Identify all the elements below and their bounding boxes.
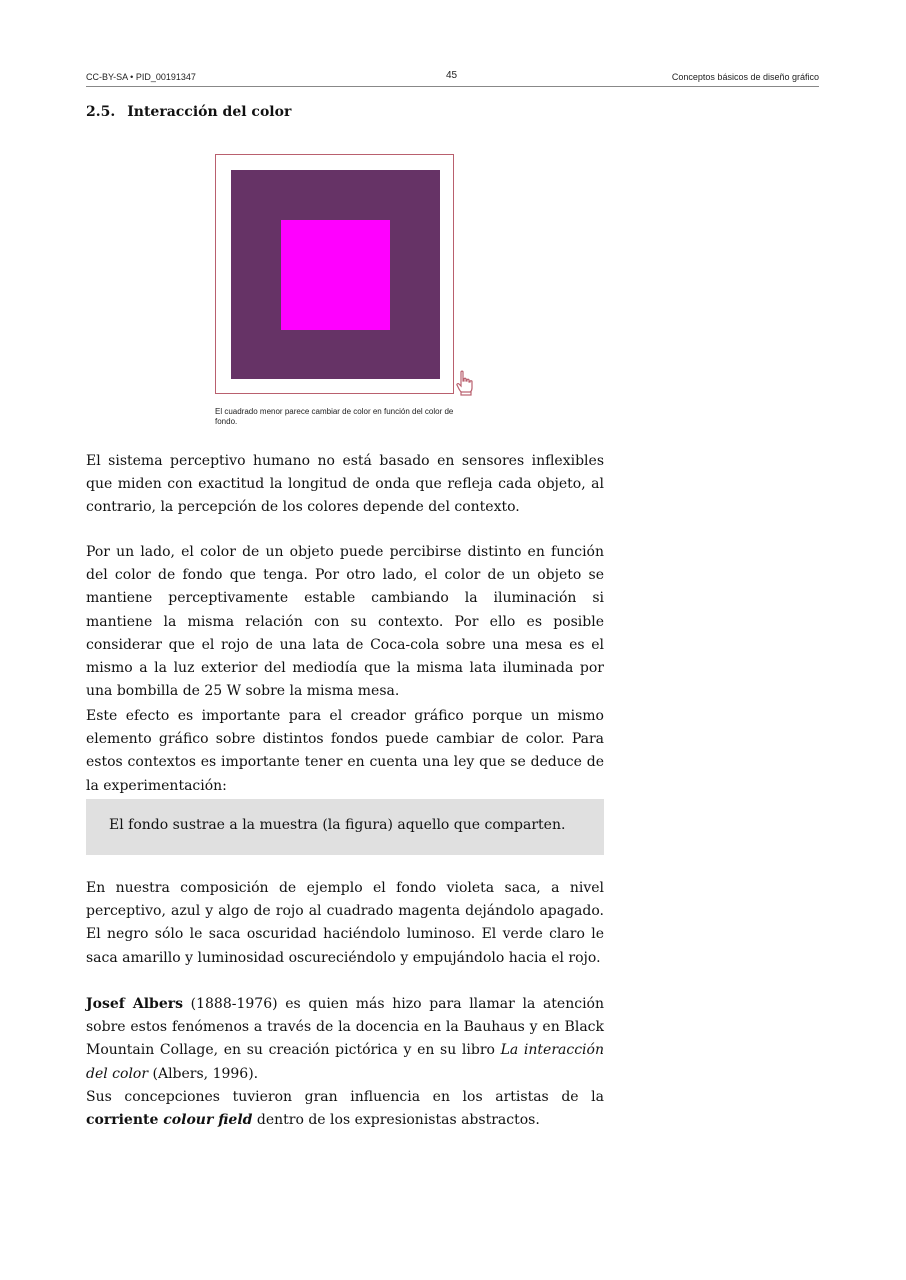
outer-square: [231, 170, 440, 379]
figure-caption: El cuadrado menor parece cambiar de color en función del color de fondo.: [215, 407, 454, 426]
paragraph-example: En nuestra composición de ejemplo el fondo violeta saca, a nivel perceptivo, azul y algo de rojo al cuadrado magenta dejándolo apagado. El negro sólo le saca oscuridad haciéndolo luminoso. El verde claro le saca amarillo y luminosidad oscureciéndolo y empujándolo hacia el rojo.: [86, 880, 604, 966]
paragraph-effect: Este efecto es importante para el creador gráfico porque un mismo elemento gráfico sobre distintos fondos puede cambiar de color. Para estos contextos es importante tener en cuenta una ley que se deduce de la experimentación:: [86, 708, 604, 794]
colour-field-bold: corriente: [86, 1112, 164, 1129]
albers-text-b: (Albers, 1996).: [148, 1065, 259, 1082]
colour-field-italic-a: colour: [163, 1112, 214, 1129]
page-number: 45: [446, 70, 458, 81]
page-header: [86, 70, 819, 87]
colour-field-text-a: Sus concepciones tuvieron gran influencia en los artistas de la: [86, 1089, 604, 1105]
figure-frame: [215, 154, 454, 394]
section-number: 2.5.: [86, 104, 116, 120]
law-text: El fondo sustrae a la muestra (la figura) aquello que comparten.: [109, 817, 566, 833]
paragraph-colour-field: [86, 1086, 604, 1132]
hand-pointer-icon: [456, 370, 474, 396]
paragraph-perception: El sistema perceptivo humano no está basado en sensores inflexibles que miden con exactitud la longitud de onda que refleja cada objeto, al contrario, la percepción de los colores depende del contexto.: [86, 453, 604, 516]
header-license: CC-BY-SA • PID_00191347: [86, 72, 196, 82]
paragraph-albers: [86, 993, 604, 1086]
paragraph-context: Por un lado, el color de un objeto puede percibirse distinto en función del color de fondo que tenga. Por otro lado, el color de un objeto se mantiene perceptivamente estable cambiando la iluminación si mantiene la misma relación con su contexto. Por ello es posible considerar que el rojo de una lata de Coca-cola sobre una mesa es el mismo a la luz exterior del mediodía que la misma lata iluminada por una bombilla de 25 W sobre la misma mesa.: [86, 544, 604, 700]
colour-field-text-b: dentro de los expresionistas abstractos.: [252, 1112, 540, 1129]
section-heading: [86, 104, 291, 120]
albers-text-a: (1888-1976) es quien más hizo para llamar la atención sobre estos fenómenos a través de la docencia en la Bauhaus y en Black Mountain Collage, en su creación pictórica y en su libro: [86, 996, 604, 1059]
albers-name: Josef Albers: [86, 996, 183, 1012]
colour-field-italic-b: field: [218, 1112, 253, 1129]
inner-square: [281, 220, 390, 330]
albers-book-title: La interacción del color: [86, 1042, 604, 1082]
header-book-title: Conceptos básicos de diseño gráfico: [671, 72, 819, 82]
law-box: [86, 799, 604, 855]
section-title: Interacción del color: [127, 104, 292, 120]
colour-field-term: [86, 1112, 252, 1128]
